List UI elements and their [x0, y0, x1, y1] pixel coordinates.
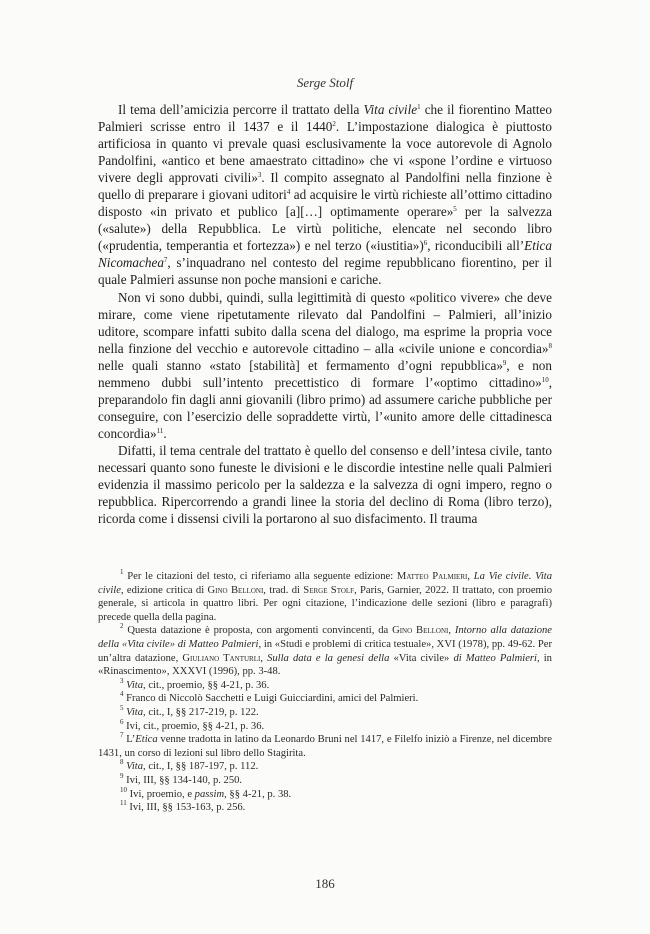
text-run: Franco di Niccolò Sacchetti e Luigi Guicciardini, amici del Palmieri. [123, 693, 419, 705]
text-run: ad acquisire le virtù richieste all’ottimo cittadino disposto «in privato et publico [a][…] optimamente operare» [98, 187, 552, 220]
text-run: , cit., proemio, §§ 4-21, p. 36. [143, 679, 270, 691]
text-run: Difatti, il tema centrale del trattato è quello del consenso e dell’intesa civile, tanto necessari quanto sono funeste le divisioni e le discordie intestine nelle quali Palmieri evidenzia il massimo pericolo per la saldezza e la salvezza di ogni impero, regno o repubblica. Ripercorrendo a grandi linee la storia del declino di Roma (libro terzo), ricorda come i dissensi civili la portarono al suo disfacimento. Il trauma [98, 442, 552, 527]
footnote [98, 717, 552, 734]
note-reference: 6 [120, 717, 124, 726]
text-run: Non vi sono dubbi, quindi, sulla legittimità di questo «politico vivere» che deve mirare, come viene ripetutamente rilevato dal Pandolfini – Palmieri, all’inizio uditore, scompare infatti subito dalla scena del dialogo, ma esprime la propria voce nella finzione del vecchio e autorevole cittadino – alla «civile unione e concordia» [98, 289, 552, 356]
note-reference: 1 [417, 103, 421, 111]
text-run: . L’impostazione dialogica è piuttosto artificiosa in quanto vi prevale quasi esclusivamente la voce autorevole di Agnolo Pandolfini, «antico et bene amaestrato cittadino» che vi «spone l’ordine e virtuoso vivere degli approvati civili» [98, 119, 552, 186]
text-run: , §§ 4-21, p. 38. [224, 788, 292, 800]
text-run: , cit., I, §§ 187-197, p. 112. [143, 761, 259, 773]
footnote [98, 703, 552, 720]
footnote [98, 733, 552, 760]
text-run: nelle quali stanno «stato [stabilità] et fermamento d’ogni repubblica» [98, 357, 503, 373]
italic-text: Etica [135, 734, 158, 746]
text-run: , cit., I, §§ 217-219, p. 122. [143, 706, 259, 718]
body-paragraph [98, 442, 552, 527]
italic-text: Vita [126, 761, 144, 773]
note-reference: 9 [120, 771, 124, 780]
text-run: Ivi, proemio, e [127, 788, 195, 800]
text-run: per la salvezza («salute») della Repubblica. Le virtù politiche, elencate nel secondo libro («prudentia, temperantia et fortezza») e nel terzo («iustitia») [98, 204, 553, 254]
text-run: Ivi, III, §§ 153-163, p. 256. [126, 802, 246, 814]
note-reference: 7 [120, 731, 124, 740]
note-reference: 10 [541, 375, 549, 384]
note-reference: 8 [548, 341, 552, 350]
text-run: venne tradotta in latino da Leonardo Bruni nel 1417, e Filelfo iniziò a Firenze, nel dicembre 1431, un corso di lezioni sul libro dello Stagirita. [98, 734, 552, 759]
text-run: Ivi, III, §§ 134-140, p. 250. [123, 774, 243, 786]
body-paragraph [98, 289, 552, 442]
italic-text: Sulla data e la genesi della [267, 652, 390, 664]
footnote [98, 771, 552, 788]
note-reference: 3 [120, 676, 124, 685]
italic-text: Vita civile [363, 102, 418, 117]
text-run: Questa datazione è proposta, con argomenti convincenti, da [123, 625, 393, 637]
author-name: Gino Belloni [207, 584, 264, 596]
footnotes [98, 570, 552, 815]
note-reference: 4 [286, 188, 291, 197]
footnote [98, 801, 552, 815]
footnote [98, 785, 552, 802]
text-run: Ivi, cit., proemio, §§ 4-21, p. 36. [123, 720, 265, 732]
text-run: , [260, 652, 268, 664]
note-reference: 5 [453, 205, 457, 214]
running-head: Serge Stolf [296, 75, 354, 90]
author-name: Matteo Palmieri [396, 571, 468, 582]
note-reference: 11 [156, 426, 164, 435]
note-reference: 6 [423, 239, 428, 248]
text-run: , [467, 571, 474, 582]
text-run: . [163, 425, 167, 441]
italic-text: Vita [126, 706, 144, 718]
text-run: , s’inquadrano nel contesto del regime repubblicano fiorentino, per il quale Palmieri assunse non poche mansioni e cariche. [98, 255, 552, 288]
page-number: 186 [315, 876, 335, 891]
note-reference: 3 [257, 171, 262, 180]
footnote [98, 676, 552, 693]
main-text [98, 101, 552, 527]
italic-text: passim [194, 788, 225, 800]
note-reference: 10 [120, 785, 127, 794]
note-reference: 4 [120, 690, 124, 699]
italic-text: Etica Nicomachea [98, 238, 552, 271]
text-run: . Il compito assegnato al Pandolfini nella finzione è quello di preparare i giovani uditori [98, 170, 552, 203]
note-reference: 5 [120, 703, 124, 712]
note-reference: 8 [120, 758, 124, 767]
footnote [98, 624, 552, 678]
note-reference: 1 [120, 568, 124, 576]
text-run: , trad. di [263, 584, 304, 596]
italic-text: Vita [126, 679, 144, 691]
text-run: che il fiorentino Matteo Palmieri scrisse entro il 1437 e il 1440 [98, 102, 552, 135]
note-reference: 7 [163, 256, 168, 265]
text-run: , riconducibili all’ [427, 238, 525, 254]
text-run: L’ [123, 734, 136, 746]
text-run: , in «Studi e problemi di critica testuale», XVI (1978), pp. 49-62. Per un’altra datazione, [98, 638, 552, 664]
author-name: Giuliano Tanturli [182, 652, 261, 664]
text-run: , Paris, Garnier, 2022. Il trattato, con proemio generale, si articola in quattro libri. Per ogni citazione, l’indicazione delle sezioni (libro e paragrafi) precede quella della pagina. [98, 584, 553, 623]
text-run: Per le citazioni del testo, ci riferiamo alla seguente edizione: [123, 571, 397, 582]
text-run: , [448, 625, 455, 637]
author-name: Gino Belloni [392, 625, 449, 637]
italic-text: La Vie civile. Vita civile [98, 571, 552, 596]
text-run: , preparandolo fin dagli anni giovanili (libro primo) ad assumere cariche pubbliche per conseguire, con l’esercizio delle sopraddette virtù, l’«unito amore delle cittadinesca concordia» [98, 374, 552, 441]
body-paragraph [98, 101, 552, 289]
author-name: Serge Stolf [303, 584, 355, 596]
note-reference: 2 [332, 120, 336, 129]
footnote [98, 760, 552, 774]
text-run: «Vita civile» [389, 652, 454, 664]
text-run: Il tema dell’amicizia percorre il trattato della [118, 102, 364, 117]
footnote [98, 570, 552, 624]
text-run: , in «Rinascimento», XXXVI (1996), pp. 3-48. [98, 652, 552, 678]
text-run: , e non nemmeno dubbi sull’intento precettistico di formare l’«optimo cittadino» [98, 357, 552, 390]
text-run: , edizione critica di [120, 584, 208, 596]
note-reference: 9 [502, 358, 507, 367]
note-reference: 2 [120, 622, 124, 631]
italic-text: di Matteo Palmieri [453, 652, 537, 664]
footnote [98, 692, 552, 706]
note-reference: 11 [120, 799, 127, 808]
italic-text: Intorno alla datazione della «Vita civile» di Matteo Palmieri [98, 625, 553, 650]
